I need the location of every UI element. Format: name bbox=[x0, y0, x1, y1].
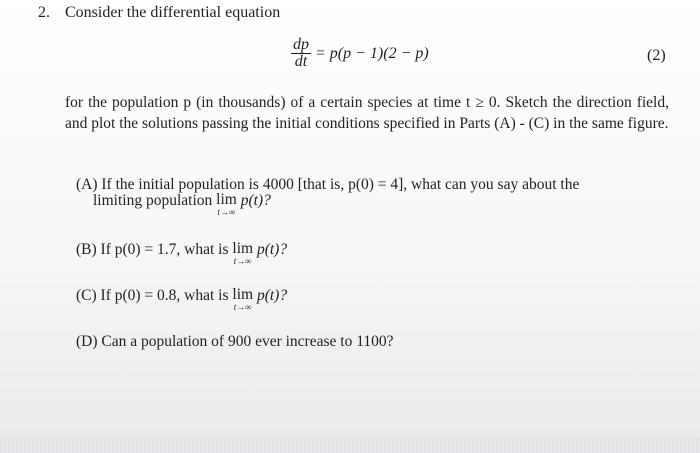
problem-number: 2. bbox=[38, 4, 50, 21]
part-a-line1: (A) If the initial population is 4000 [that is, p(0) = 4], what can you say about the bbox=[76, 176, 580, 193]
differential-equation bbox=[291, 37, 429, 70]
limit-notation bbox=[232, 241, 253, 266]
part-b-prefix: (B) If p(0) = 1.7, what is bbox=[76, 241, 229, 258]
fraction-denominator: dt bbox=[294, 53, 308, 70]
limit-expression: p(t)? bbox=[256, 241, 288, 258]
equation-rhs: = p(p − 1)(2 − p) bbox=[315, 44, 429, 62]
part-d: (D) Can a population of 900 ever increase to 1100? bbox=[76, 333, 394, 350]
problem-intro: for the population p (in thousands) of a certain species at time t ≥ 0. Sketch the direction field, and plot the solutions passing the initial conditions specified in Parts (A) - (C) in the same figure. bbox=[65, 94, 669, 132]
limit-subscript: t→∞ bbox=[233, 302, 252, 312]
problem-title: Consider the differential equation bbox=[65, 4, 281, 21]
limit-subscript: t→∞ bbox=[217, 207, 236, 217]
equation-label: (2) bbox=[647, 47, 666, 64]
limit-notation bbox=[232, 287, 253, 312]
limit-word: lim bbox=[232, 240, 254, 257]
limit-word: lim bbox=[216, 191, 237, 208]
part-c bbox=[76, 287, 287, 312]
limit-word: lim bbox=[232, 286, 254, 303]
limit-notation bbox=[216, 192, 237, 217]
part-b bbox=[76, 241, 287, 266]
part-c-prefix: (C) If p(0) = 0.8, what is bbox=[76, 287, 229, 304]
part-a-line2 bbox=[93, 192, 271, 217]
limit-expression: p(t)? bbox=[240, 192, 271, 209]
part-a-prefix: limiting population bbox=[93, 192, 213, 209]
fraction-numerator: dp bbox=[293, 36, 309, 53]
limit-expression: p(t)? bbox=[256, 287, 288, 304]
limit-subscript: t→∞ bbox=[233, 256, 252, 266]
derivative-fraction bbox=[291, 37, 311, 70]
